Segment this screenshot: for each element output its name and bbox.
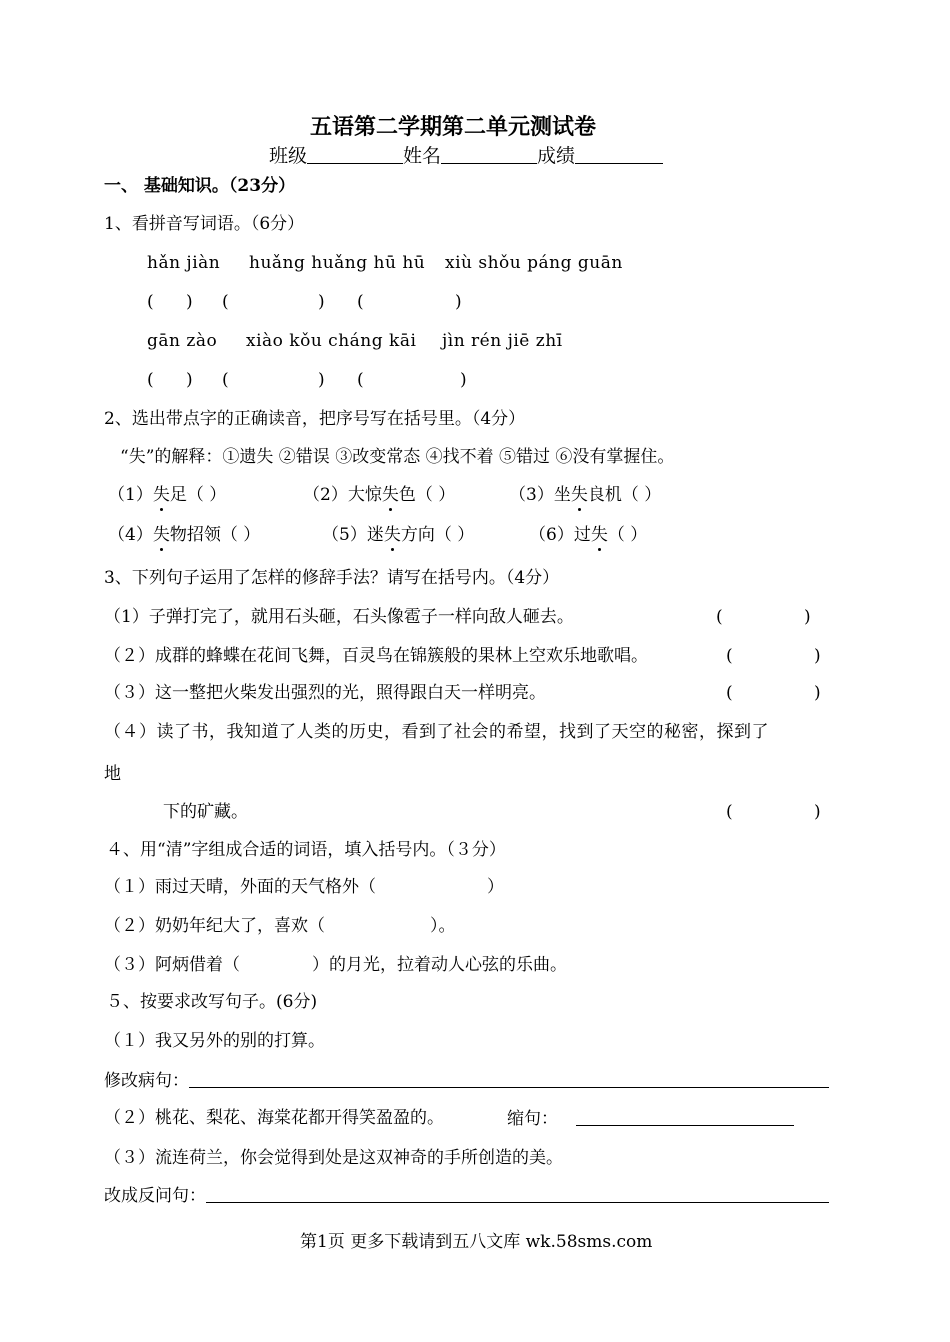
q2-item[interactable]: （4）失物招领（ ） xyxy=(108,525,261,545)
q1-prompt: 1、看拼音写词语。（6分） xyxy=(104,214,305,234)
answer-box[interactable]: ) xyxy=(814,802,821,822)
rhet-blank[interactable] xyxy=(206,1184,829,1203)
name-label: 姓名 xyxy=(403,145,442,167)
answer-box[interactable]: ( xyxy=(222,292,229,312)
fix-line xyxy=(104,1069,829,1092)
q2-prompt: 2、选出带点字的正确读音，把序号写在括号里。（4分） xyxy=(104,409,526,429)
q2-item[interactable]: （1）失足（ ） xyxy=(108,485,227,505)
fix-label: 修改病句： xyxy=(104,1071,189,1091)
dotted-char: 失 xyxy=(152,485,170,505)
name-blank[interactable] xyxy=(441,145,537,164)
answer-box[interactable]: ( xyxy=(222,370,229,390)
q4-sentence-3-rest: ）的月光，拉着动人心弦的乐曲。 xyxy=(312,955,567,975)
dotted-char: 失 xyxy=(381,485,399,505)
dotted-char: 失 xyxy=(152,525,170,545)
pinyin-3: xiù shǒu páng guān xyxy=(445,253,623,273)
q3-sentence-1: （1）子弹打完了，就用石头砸，石头像雹子一样向敌人砸去。 xyxy=(104,607,574,627)
shrink-label: 缩句： xyxy=(507,1109,558,1129)
q2-item[interactable]: （2）大惊失色（ ） xyxy=(303,485,456,505)
pinyin-1: hǎn jiàn xyxy=(147,253,221,273)
class-blank[interactable] xyxy=(307,145,403,164)
q4-sentence-2: （２）奶奶年纪大了，喜欢（ xyxy=(104,916,325,936)
shrink-blank[interactable] xyxy=(576,1107,794,1126)
fix-blank[interactable] xyxy=(189,1069,829,1088)
answer-box[interactable]: ） xyxy=(487,877,504,897)
answer-box[interactable]: ( xyxy=(726,802,733,822)
answer-box[interactable]: ) xyxy=(318,292,325,312)
answer-box[interactable]: ( xyxy=(726,683,733,703)
q2-item[interactable]: （6）过失（ ） xyxy=(529,525,648,545)
answer-box[interactable]: ( xyxy=(357,292,364,312)
q3-sentence-3: （３）这一整把火柴发出强烈的光，照得跟白天一样明亮。 xyxy=(104,683,546,703)
header-fields xyxy=(269,145,663,167)
rhet-line xyxy=(104,1184,829,1207)
q3-sentence-4-cont: 下的矿藏。 xyxy=(163,802,248,822)
answer-box[interactable]: ) xyxy=(186,292,193,312)
pinyin-5: xiào kǒu cháng kāi xyxy=(246,331,417,351)
class-label: 班级 xyxy=(269,145,308,167)
answer-box[interactable]: ）。 xyxy=(430,916,456,936)
q4-sentence-1: （１）雨过天晴，外面的天气格外（ xyxy=(104,877,376,897)
answer-box[interactable]: ) xyxy=(804,607,811,627)
score-label: 成绩 xyxy=(537,145,576,167)
pinyin-2: huǎng huǎng hū hū xyxy=(249,253,426,273)
dotted-char: 失 xyxy=(590,525,608,545)
page-footer: 第1页 更多下载请到五八文库 wk.58sms.com xyxy=(300,1232,653,1252)
answer-box[interactable]: ) xyxy=(455,292,462,312)
q2-item[interactable]: （3）坐失良机（ ） xyxy=(509,485,662,505)
q3-sentence-2: （２）成群的蜂蝶在花间飞舞，百灵鸟在锦簇般的果林上空欢乐地歌唱。 xyxy=(104,646,648,666)
shrink-line xyxy=(507,1107,794,1130)
page-title: 五语第二学期第二单元测试卷 xyxy=(310,114,597,140)
answer-box[interactable]: ( xyxy=(147,370,154,390)
q4-prompt: ４、用“清”字组成合适的词语，填入括号内。（３分） xyxy=(106,840,506,860)
answer-box[interactable]: ( xyxy=(357,370,364,390)
q2-options: “失”的解释：①遗失 ②错误 ③改变常态 ④找不着 ⑤错过 ⑥没有掌握住。 xyxy=(120,447,675,467)
q3-sentence-4-wrap: 地 xyxy=(104,764,121,784)
answer-box[interactable]: ( xyxy=(726,646,733,666)
q5-sentence-2: （２）桃花、梨花、海棠花都开得笑盈盈的。 xyxy=(104,1108,444,1128)
dotted-char: 失 xyxy=(570,485,588,505)
rhet-label: 改成反问句： xyxy=(104,1186,206,1206)
answer-box[interactable]: ( xyxy=(147,292,154,312)
answer-box[interactable]: ) xyxy=(814,683,821,703)
q5-sentence-3: （３）流连荷兰，你会觉得到处是这双神奇的手所创造的美。 xyxy=(104,1148,563,1168)
q3-prompt: 3、下列句子运用了怎样的修辞手法？请写在括号内。（4分） xyxy=(104,568,560,588)
section-heading: 一、 基础知识。（23分） xyxy=(104,176,296,196)
q4-sentence-3: （３）阿炳借着（ xyxy=(104,955,240,975)
answer-box[interactable]: ) xyxy=(460,370,467,390)
q2-item[interactable]: （5）迷失方向（ ） xyxy=(322,525,475,545)
pinyin-6: jìn rén jiē zhī xyxy=(442,331,563,351)
answer-box[interactable]: ) xyxy=(318,370,325,390)
q5-sentence-1: （１）我又另外的别的打算。 xyxy=(104,1031,325,1051)
answer-box[interactable]: ( xyxy=(716,607,723,627)
q5-prompt: ５、按要求改写句子。(6分) xyxy=(106,992,318,1012)
pinyin-4: gān zào xyxy=(147,331,218,351)
answer-box[interactable]: ) xyxy=(814,646,821,666)
dotted-char: 失 xyxy=(383,525,401,545)
q3-sentence-4: （４）读了书，我知道了人类的历史，看到了社会的希望，找到了天空的秘密，探到了 xyxy=(104,722,769,742)
score-blank[interactable] xyxy=(575,145,663,164)
answer-box[interactable]: ) xyxy=(186,370,193,390)
